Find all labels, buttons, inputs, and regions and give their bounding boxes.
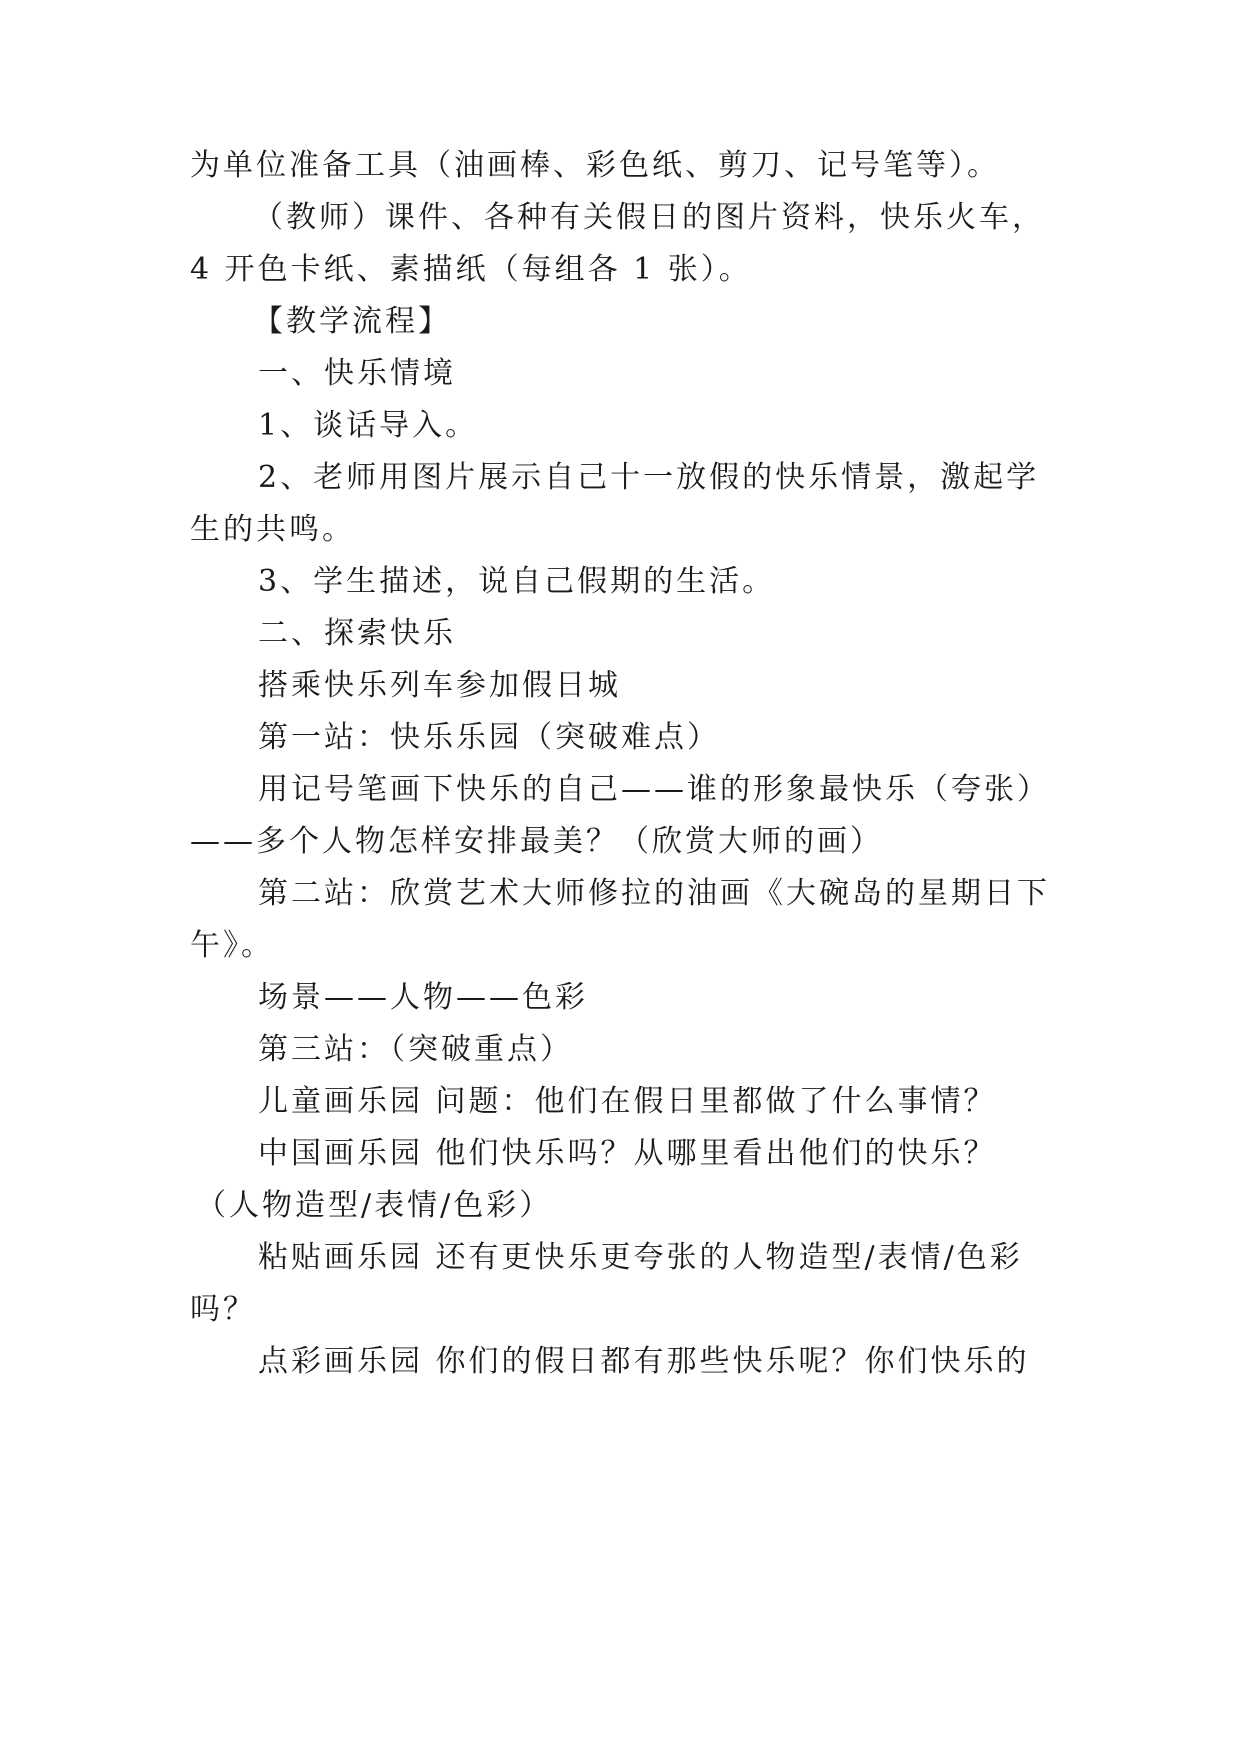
- text-line: （人物造型/表情/色彩）: [196, 1188, 553, 1223]
- text-line: ——多个人物怎样安排最美？（欣赏大师的画）: [190, 824, 883, 859]
- section-heading: 一、快乐情境: [258, 356, 456, 391]
- text-line: 1、谈话导入。: [258, 408, 479, 443]
- text-line: 第三站：（突破重点）: [258, 1032, 573, 1067]
- text-line: 用记号笔画下快乐的自己——谁的形象最快乐（夸张）: [258, 772, 1050, 807]
- text-line: 第一站：快乐乐园（突破难点）: [258, 720, 720, 755]
- text-line: （教师）课件、各种有关假日的图片资料，快乐火车，: [253, 200, 1045, 235]
- text-line: 吗？: [190, 1292, 256, 1327]
- text-line: 第二站：欣赏艺术大师修拉的油画《大碗岛的星期日下: [258, 876, 1050, 911]
- text-line: 场景——人物——色彩: [258, 980, 588, 1015]
- text-line: 点彩画乐园 你们的假日都有那些快乐呢？你们快乐的: [258, 1344, 1030, 1379]
- text-line: 生的共鸣。: [190, 512, 355, 547]
- text-line: 粘贴画乐园 还有更快乐更夸张的人物造型/表情/色彩: [258, 1240, 1023, 1275]
- text-line: 为单位准备工具（油画棒、彩色纸、剪刀、记号笔等）。: [190, 148, 1000, 183]
- text-line: 午》。: [190, 928, 274, 963]
- text-line: 搭乘快乐列车参加假日城: [258, 668, 621, 703]
- text-line: 4 开色卡纸、素描纸（每组各 1 张）。: [190, 252, 752, 287]
- text-line: 儿童画乐园 问题：他们在假日里都做了什么事情？: [258, 1084, 997, 1119]
- text-line: 3、学生描述，说自己假期的生活。: [258, 564, 776, 599]
- section-heading: 二、探索快乐: [258, 616, 456, 651]
- section-heading: 【教学流程】: [253, 304, 451, 339]
- text-line: 2、老师用图片展示自己十一放假的快乐情景，激起学: [258, 460, 1040, 495]
- text-line: 中国画乐园 他们快乐吗？从哪里看出他们的快乐？: [258, 1136, 997, 1171]
